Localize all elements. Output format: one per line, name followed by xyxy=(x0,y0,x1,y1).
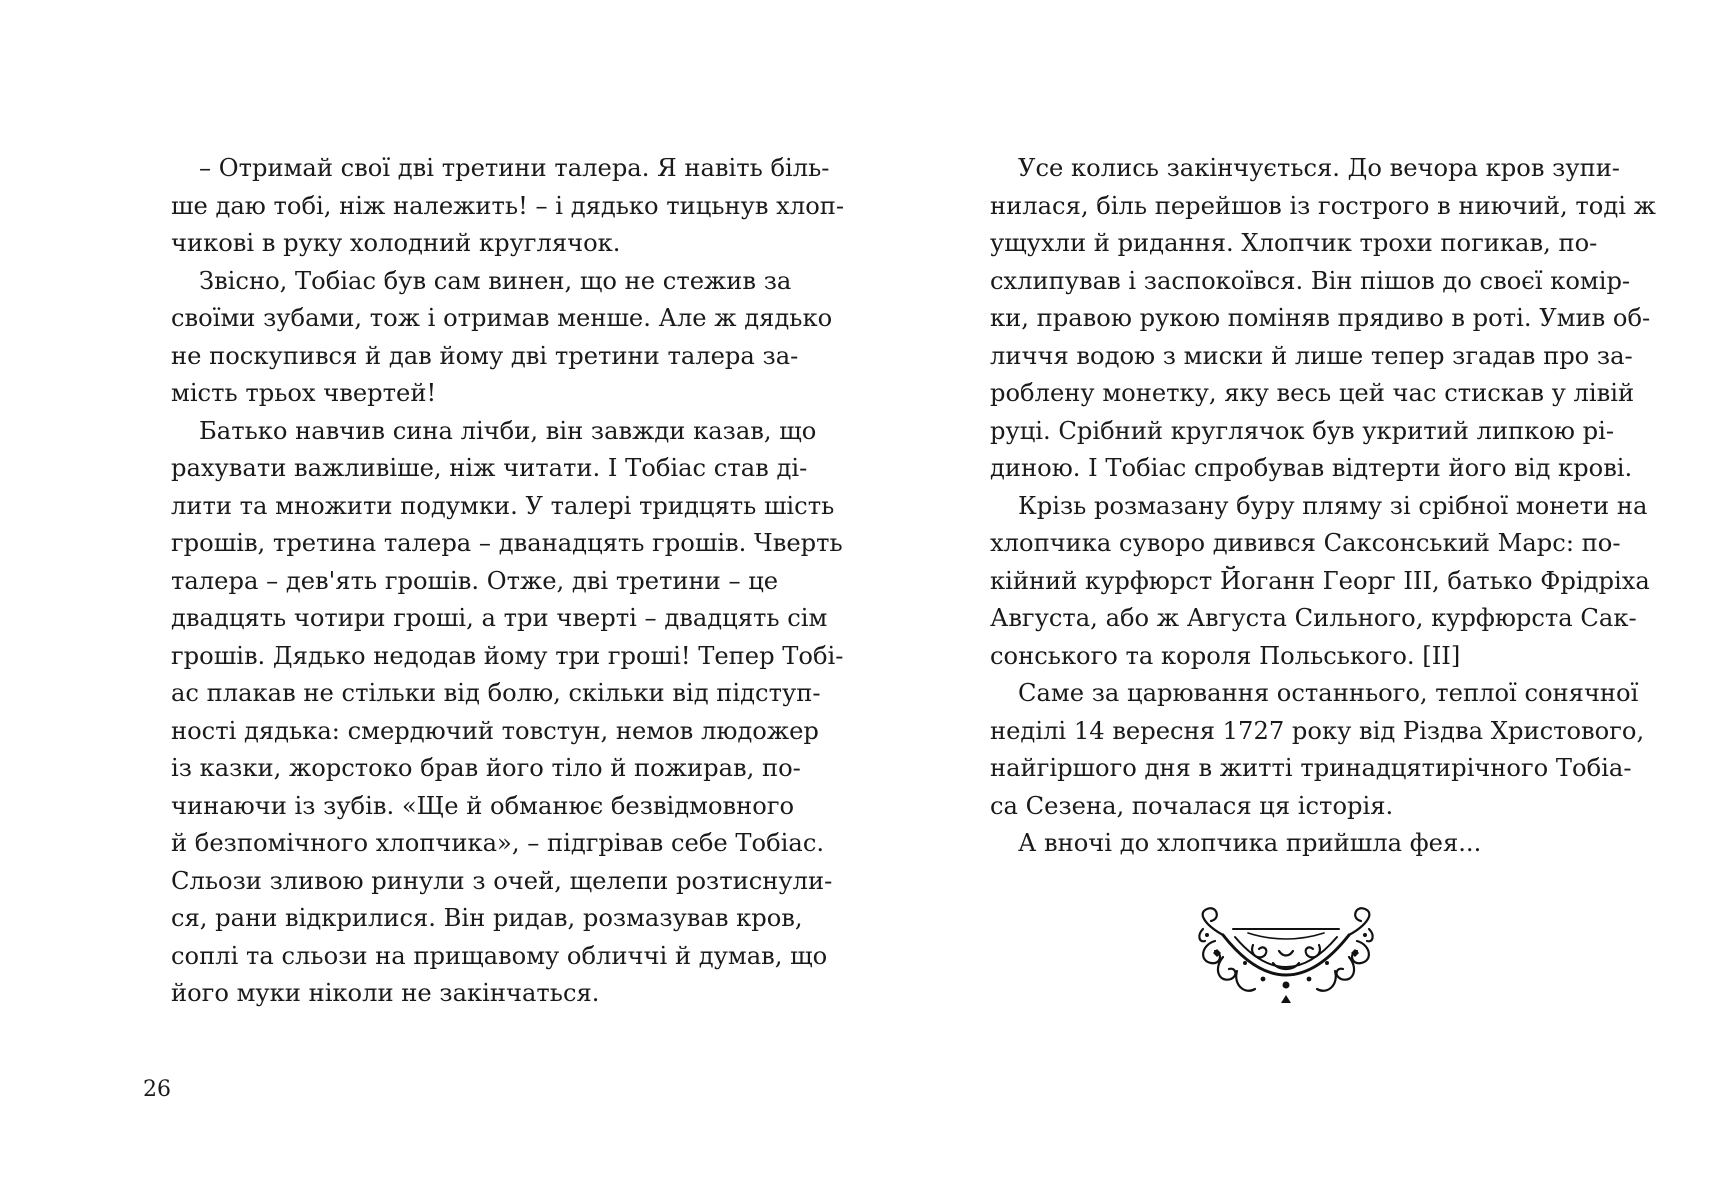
text-line: грошів. Дядько недодав йому три гроші! Тепер Тобі- xyxy=(171,641,844,670)
text-line: ності дядька: смердючий товстун, немов людожер xyxy=(171,716,819,745)
text-line: сонського та короля Польського. [II] xyxy=(990,641,1461,670)
text-line: неділі 14 вересня 1727 року від Різдва Христового, xyxy=(990,716,1645,745)
text-line: рахувати важливіше, ніж читати. І Тобіас став ді- xyxy=(171,454,808,482)
left-page xyxy=(143,150,845,1013)
text-line: ся, рани відкрилися. Він ридав, розмазував кров, xyxy=(171,904,803,932)
text-line: схлипував і заспокоївся. Він пішов до своєї комір- xyxy=(990,266,1631,295)
text-line: Звісно, Тобіас був сам винен, що не стежив за xyxy=(199,266,792,295)
paragraph xyxy=(143,263,833,413)
text-line: двадцять чотири гроші, а три чверті – двадцять сім xyxy=(171,604,828,632)
text-line: – Отримай свої дві третини талера. Я навіть біль- xyxy=(199,154,830,182)
text-line: своїми зубами, тож і отримав менше. Але ж дядько xyxy=(171,304,833,332)
text-line: Саме за царювання останнього, теплої сонячної xyxy=(1018,679,1639,707)
text-line: ущухли й ридання. Хлопчик трохи погикав, по- xyxy=(990,229,1598,257)
text-line: ше даю тобі, ніж належить! – і дядько тицьнув хлоп- xyxy=(171,191,845,220)
text-line: ки, правою рукою поміняв прядиво в роті. Умив об- xyxy=(990,304,1651,332)
text-line: нилася, біль перейшов із гострого в ниючий, тоді ж xyxy=(990,191,1656,220)
paragraph xyxy=(962,150,1656,488)
text-line: роблену монетку, яку весь цей час стискав у лівій xyxy=(990,379,1635,407)
text-line: талера – дев'ять грошів. Отже, дві третини – це xyxy=(171,566,779,595)
paragraph xyxy=(962,488,1650,676)
text-line: Сльози зливою ринули з очей, щелепи розтиснули- xyxy=(171,866,833,895)
text-line: Батько навчив сина лічби, він завжди казав, що xyxy=(199,416,817,445)
text-line: хлопчика суворо дивився Саксонський Марс: по- xyxy=(990,529,1621,557)
text-line: кійний курфюрст Йоганн Георг III, батько Фрідріха xyxy=(990,566,1650,595)
ornamental-flourish-icon xyxy=(1193,905,1379,1005)
paragraph xyxy=(962,825,1548,863)
page-number: 26 xyxy=(143,1077,171,1102)
text-line: не поскупився й дав йому дві третини талера за- xyxy=(171,341,799,370)
text-line: руці. Срібний круглячок був укритий липкою рі- xyxy=(990,416,1614,445)
text-line: са Сезена, почалася ця історія. xyxy=(990,791,1394,820)
text-line: А вночі до хлопчика прийшла фея... xyxy=(1018,829,1482,857)
paragraph xyxy=(962,675,1645,825)
text-line: грошів, третина талера – дванадцять грошів. Чверть xyxy=(171,529,843,557)
text-line: соплі та сльози на прищавому обличчі й думав, що xyxy=(171,941,828,970)
text-line: із казки, жорстоко брав його тіло й пожирав, по- xyxy=(171,754,801,782)
text-line: лити та множити подумки. У талері тридцять шість xyxy=(171,491,835,520)
right-page xyxy=(962,150,1656,863)
text-line: Августа, або ж Августа Сильного, курфюрста Сак- xyxy=(990,604,1637,632)
text-line: ас плакав не стільки від болю, скільки від підступ- xyxy=(171,679,821,707)
text-line: мість трьох чвертей! xyxy=(171,379,437,407)
text-line: й безпомічного хлопчика», – підгрівав себе Тобіас. xyxy=(171,829,825,857)
paragraph xyxy=(143,150,845,263)
text-line: чикові в руку холодний круглячок. xyxy=(171,229,621,257)
text-line: чинаючи із зубів. «Ще й обманює безвідмовного xyxy=(171,791,795,820)
text-line: диною. І Тобіас спробував відтерти його від крові. xyxy=(990,454,1633,482)
text-line: його муки ніколи не закінчаться. xyxy=(171,979,600,1007)
text-line: найгіршого дня в житті тринадцятирічного Тобіа- xyxy=(990,754,1632,782)
text-line: личчя водою з миски й лише тепер згадав про за- xyxy=(990,341,1633,370)
text-line: Усе колись закінчується. До вечора кров зупи- xyxy=(1018,154,1620,182)
paragraph xyxy=(143,413,844,1013)
text-line: Крізь розмазану буру пляму зі срібної монети на xyxy=(1018,491,1648,520)
